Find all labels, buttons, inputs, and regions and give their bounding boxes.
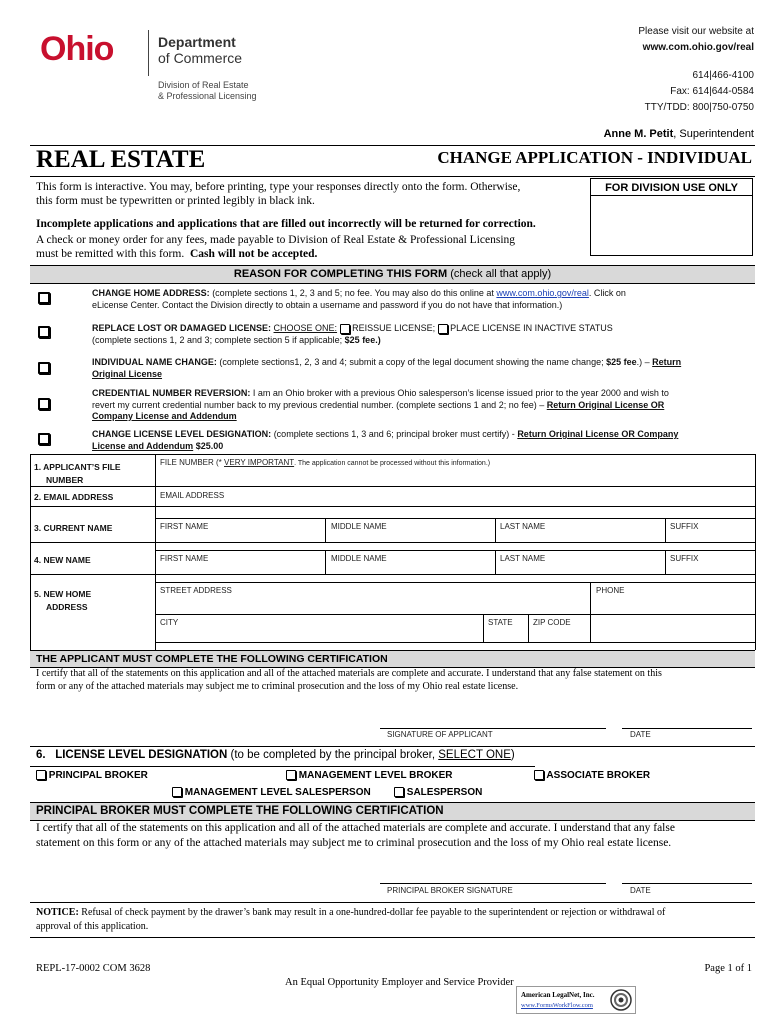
opt2-line2: (complete sections 1, 2 and 3; complete section 5 if applicable; [92, 334, 343, 345]
s6-heading-mid: (to be completed by the principal broker, [227, 749, 439, 761]
opt4-return: Return Original License OR [546, 399, 665, 410]
row5-bottom [155, 642, 755, 643]
tty-number: TTY/TDD: 800|750-0750 [644, 102, 754, 113]
applicant-date-label: DATE [630, 730, 651, 739]
contact-block [638, 24, 754, 116]
checkbox-mgmt-broker[interactable] [286, 770, 296, 780]
dept-line1: Department [158, 34, 236, 50]
cert1-line2: form or any of the attached materials may subject me to criminal prosecution and the loss of my Ohio real estate license. [36, 680, 519, 692]
opt3-text: (complete sections1, 2, 3 and 4; submit a copy of the legal document showing the name change; [216, 357, 604, 367]
eoe-statement: An Equal Opportunity Employer and Service Provider [285, 977, 514, 988]
row5-phone-div [590, 582, 591, 614]
checkbox-replace-license[interactable] [38, 326, 50, 338]
option-mgmt-broker[interactable] [286, 770, 453, 781]
new-first-name-field[interactable]: FIRST NAME [160, 554, 209, 563]
broker-date-line[interactable] [622, 883, 752, 884]
street-address-field[interactable]: STREET ADDRESS [160, 586, 232, 595]
division-use-label: FOR DIVISION USE ONLY [591, 179, 752, 196]
notice-line2: approval of this application. [36, 920, 149, 932]
opt2-inactive: PLACE LICENSE IN INACTIVE STATUS [447, 323, 613, 333]
title-bottom-rule [30, 176, 755, 177]
checkbox-mgmt-salesperson[interactable] [172, 787, 182, 797]
row-label-new-address [34, 588, 91, 614]
opt-mgmt-broker-label: MANAGEMENT LEVEL BROKER [298, 770, 453, 781]
option-replace-license [92, 323, 732, 346]
s1-field-imp: VERY IMPORTANT [224, 458, 295, 467]
page-number: Page 1 of 1 [704, 963, 752, 974]
option-change-home-address [92, 288, 732, 311]
superintendent-name: Anne M. Petit [603, 128, 674, 140]
s1-label-b: NUMBER [46, 475, 84, 485]
s5-label-a: 5. NEW HOME [34, 589, 92, 599]
superintendent-title: , Superintendent [673, 128, 754, 140]
opt5-title: CHANGE LICENSE LEVEL DESIGNATION: [92, 429, 272, 439]
city-field[interactable]: CITY [160, 618, 179, 627]
label-column-divider [155, 454, 156, 650]
opt2-title: REPLACE LOST OR DAMAGED LICENSE: [92, 323, 272, 333]
incomplete-warning: Incomplete applications and applications that are filled out incorrectly will be returned for correction. [36, 218, 536, 230]
cert1-heading-bar [30, 650, 755, 668]
row3-div2 [495, 518, 496, 542]
row3-div1 [325, 518, 326, 542]
opt2-fee: $25 fee.) [344, 334, 381, 345]
opt1-line2: eLicense Center. Contact the Division directly to obtain a username and password if you do not have that information.) [92, 299, 563, 310]
state-field[interactable]: STATE [488, 618, 513, 627]
current-first-name-field[interactable]: FIRST NAME [160, 522, 209, 531]
opt4-title: CREDENTIAL NUMBER REVERSION: [92, 388, 251, 398]
section6-heading-rule [30, 766, 535, 767]
row-label-file-number [34, 461, 121, 487]
row4-div3 [665, 550, 666, 574]
email-field[interactable]: EMAIL ADDRESS [160, 491, 225, 500]
current-last-name-field[interactable]: LAST NAME [500, 522, 546, 531]
opt-mgmt-sales-label: MANAGEMENT LEVEL SALESPERSON [184, 787, 371, 798]
row3-top [155, 518, 755, 519]
table-top-rule [30, 454, 755, 455]
cert1-line1: I certify that all of the statements on this application and all of the attached materials are complete and accurate. I understand that any false statement on this [36, 668, 662, 679]
form-title-left: REAL ESTATE [36, 146, 206, 173]
s6-heading-select: SELECT ONE [438, 749, 511, 761]
option-mgmt-salesperson[interactable] [172, 787, 371, 798]
stamp-name: American LegalNet, Inc. [521, 991, 595, 999]
opt1-title: CHANGE HOME ADDRESS: [92, 288, 210, 298]
broker-signature-label: PRINCIPAL BROKER SIGNATURE [387, 886, 513, 895]
checkbox-name-change[interactable] [38, 362, 50, 374]
cert2-line1: I certify that all of the statements on this application and all of the attached materials are complete and accurate. I understand that any false [36, 822, 675, 834]
row5-mid [155, 614, 755, 615]
checkbox-change-home-address[interactable] [38, 292, 50, 304]
new-suffix-field[interactable]: SUFFIX [670, 554, 699, 563]
checkbox-salesperson[interactable] [394, 787, 404, 797]
row5-top [155, 582, 755, 583]
cert1-text [36, 668, 756, 693]
applicant-signature-line[interactable] [380, 728, 606, 729]
legalnet-stamp [516, 986, 636, 1014]
opt1-text: (complete sections 1, 2, 3 and 5; no fee. You may also do this online at [209, 288, 497, 298]
row5-zip-end [590, 614, 591, 642]
s1-field-post: . The application cannot be processed without this information.) [294, 460, 491, 467]
opt3-return: Return [652, 357, 682, 367]
notice-label: NOTICE: [36, 907, 79, 918]
option-associate-broker[interactable] [534, 770, 650, 781]
row5-zip-div [528, 614, 529, 642]
row3-bottom [30, 542, 755, 543]
row1-bottom [30, 486, 755, 487]
cert2-heading: PRINCIPAL BROKER MUST COMPLETE THE FOLLOWING CERTIFICATION [36, 805, 444, 817]
ohio-logo-text: Ohio [40, 30, 114, 68]
fee-instructions [36, 233, 596, 261]
row5-state-div [483, 614, 484, 642]
option-principal-broker[interactable] [36, 770, 148, 781]
s6-heading: LICENSE LEVEL DESIGNATION [55, 749, 228, 761]
opt-sales-label: SALESPERSON [406, 787, 483, 798]
superintendent [604, 128, 754, 140]
reason-heading-bar [30, 265, 755, 284]
row-label-new-name: 4. NEW NAME [34, 555, 91, 565]
row-label-current-name: 3. CURRENT NAME [34, 523, 113, 533]
opt2-reissue: REISSUE LICENSE; [349, 323, 436, 333]
dept-line2: of Commerce [158, 50, 243, 66]
opt-principal-label: PRINCIPAL BROKER [48, 770, 148, 781]
cert2-line2: statement on this form or any of the attached materials may subject me to criminal prosecution and the loss of my Ohio real estate license. [36, 836, 672, 849]
table-left-border [30, 454, 31, 650]
opt3-line2: Original License [92, 368, 163, 379]
cert2-text [36, 821, 756, 850]
phone-number: 614|466-4100 [692, 70, 754, 81]
cert1-heading: THE APPLICANT MUST COMPLETE THE FOLLOWING CERTIFICATION [36, 653, 388, 665]
s5-label-b: ADDRESS [46, 602, 88, 612]
section6-heading [36, 749, 515, 761]
table-right-border [755, 454, 756, 650]
visit-url[interactable]: www.com.ohio.gov/real [642, 42, 754, 53]
fee-line1: A check or money order for any fees, made payable to Division of Real Estate & Professional Licensing [36, 234, 516, 246]
division-line1: Division of Real Estate [158, 80, 249, 90]
reason-heading: REASON FOR COMPLETING THIS FORM [233, 268, 448, 280]
row4-top [155, 550, 755, 551]
row4-div1 [325, 550, 326, 574]
opt2-choose: CHOOSE ONE: [273, 323, 338, 333]
fee-cash: Cash will not be accepted. [189, 248, 318, 260]
opt5-fee: $25.00 [193, 440, 224, 451]
intro-line2: this form must be typewritten or printed legibly in black ink. [36, 195, 315, 207]
current-suffix-field[interactable]: SUFFIX [670, 522, 699, 531]
checkbox-license-level[interactable] [38, 433, 50, 445]
opt5-line2: License and Addendum [92, 440, 194, 451]
fee-line2: must be remitted with this form. [36, 248, 185, 260]
applicant-signature-label: SIGNATURE OF APPLICANT [387, 730, 493, 739]
s6-heading-end: ) [510, 749, 515, 761]
row3-div3 [665, 518, 666, 542]
current-middle-name-field[interactable]: MIDDLE NAME [331, 522, 387, 531]
opt1-text2: . Click on [588, 288, 626, 298]
applicant-date-line[interactable] [622, 728, 752, 729]
division-name [158, 80, 257, 102]
opt-associate-label: ASSOCIATE BROKER [546, 770, 651, 781]
option-credential-reversion [92, 388, 732, 423]
opt3-fee: $25 fee [606, 357, 637, 367]
broker-signature-line[interactable] [380, 883, 606, 884]
notice-line1: Refusal of check payment by the drawer’s bank may result in a one-hundred-dollar fee payable to the superintendent or rejection or withdrawal of [78, 907, 666, 918]
option-license-level [92, 429, 732, 452]
option-salesperson[interactable] [394, 787, 482, 798]
row-label-email: 2. EMAIL ADDRESS [34, 492, 114, 502]
checkbox-reissue-license[interactable] [340, 324, 350, 334]
s1-label-a: 1. APPLICANT’S FILE [34, 462, 121, 472]
division-use-box [590, 178, 753, 256]
option-name-change [92, 357, 732, 380]
opt4-line2: revert my current credential number back to my previous credential number. (complete sections 1 and 2; no fee) – [92, 399, 545, 410]
dept-name [158, 34, 242, 66]
fax-number: Fax: 614|644-0584 [670, 86, 754, 97]
ohio-logo [40, 30, 140, 70]
stamp-url[interactable]: www.FormsWorkFlow.com [521, 1002, 593, 1009]
checkbox-principal-broker[interactable] [36, 770, 46, 780]
reason-heading-suffix: (check all that apply) [447, 268, 552, 280]
checkbox-inactive-status[interactable] [438, 324, 448, 334]
new-last-name-field[interactable]: LAST NAME [500, 554, 546, 563]
file-number-field[interactable] [160, 458, 490, 467]
section6-top-rule [30, 746, 755, 747]
opt4-line3: Company License and Addendum [92, 411, 237, 421]
notice-top-rule [30, 902, 755, 903]
checkbox-associate-broker[interactable] [534, 770, 544, 780]
zip-field[interactable]: ZIP CODE [533, 618, 571, 627]
s6-num: 6. [36, 749, 46, 761]
row4-div2 [495, 550, 496, 574]
opt3-text2: .) – [636, 357, 650, 367]
visit-text: Please visit our website at [638, 26, 754, 37]
intro-text [36, 180, 596, 208]
opt1-link[interactable]: www.com.ohio.gov/real [496, 288, 589, 298]
row2-bottom [30, 506, 755, 507]
notice-text [36, 906, 756, 933]
form-id: REPL-17-0002 COM 3628 [36, 963, 151, 974]
intro-line1: This form is interactive. You may, before printing, type your responses directly onto the form. Otherwise, [36, 181, 521, 193]
notice-bottom-rule [30, 937, 755, 938]
s1-field-pre: FILE NUMBER (* [160, 458, 225, 467]
phone-field[interactable]: PHONE [596, 586, 625, 595]
checkbox-credential-reversion[interactable] [38, 398, 50, 410]
broker-date-label: DATE [630, 886, 651, 895]
opt5-return: Return Original License OR Company [517, 429, 679, 439]
row4-bottom [30, 574, 755, 575]
division-line2: & Professional Licensing [158, 91, 257, 101]
stamp-seal-icon [610, 989, 632, 1011]
opt5-text: (complete sections 1, 3 and 6; principal broker must certify) - [271, 429, 515, 439]
opt4-text: I am an Ohio broker with a previous Ohio salesperson’s license issued prior to the year 2000 and wish to [250, 388, 669, 398]
new-middle-name-field[interactable]: MIDDLE NAME [331, 554, 387, 563]
logo-divider [148, 30, 149, 76]
opt3-title: INDIVIDUAL NAME CHANGE: [92, 357, 217, 367]
form-title-right: CHANGE APPLICATION - INDIVIDUAL [437, 148, 752, 167]
cert2-heading-bar [30, 802, 755, 821]
